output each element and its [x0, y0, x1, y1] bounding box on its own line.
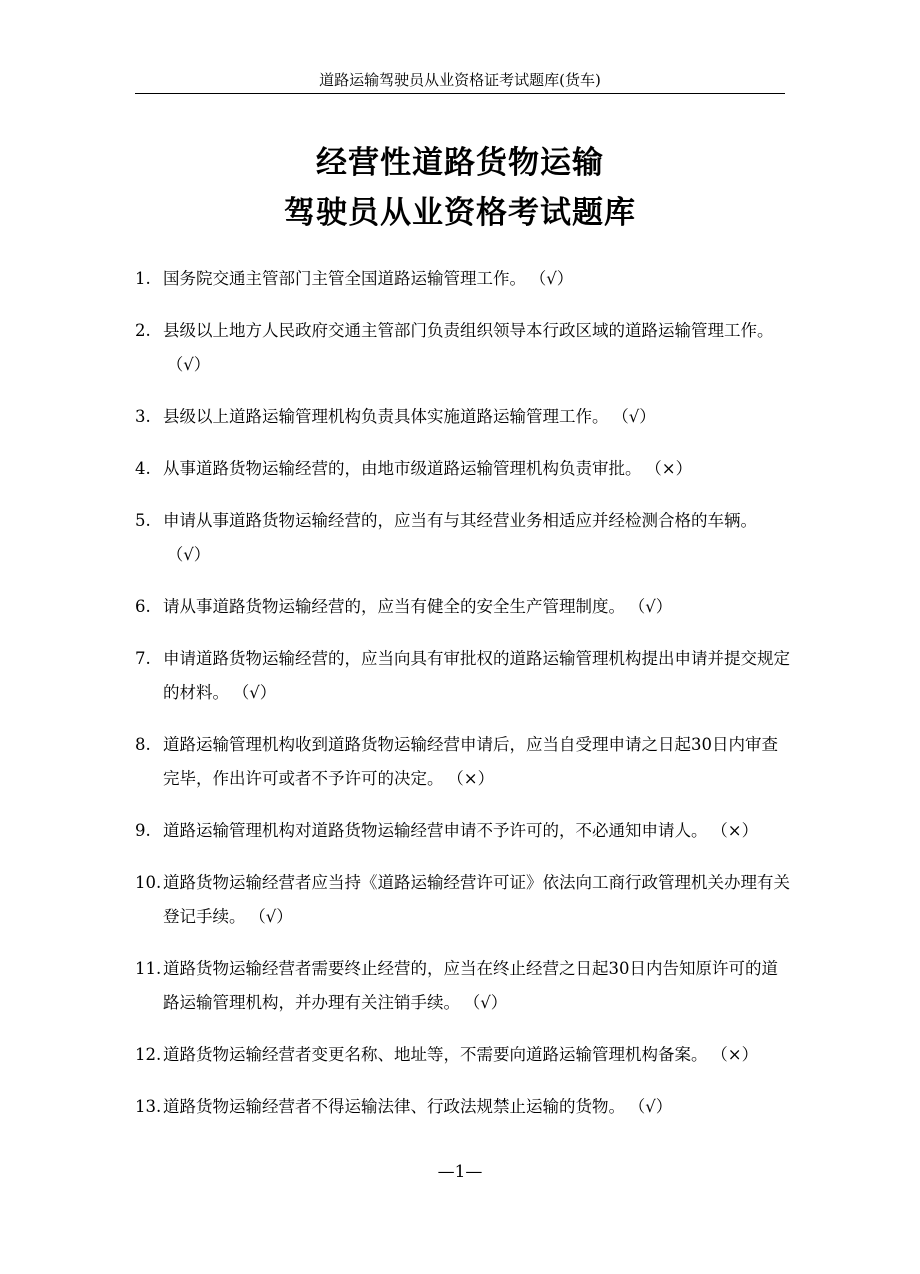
- question-number: 10.: [135, 873, 162, 892]
- question-item: [135, 262, 790, 296]
- question-item: [135, 504, 790, 572]
- question-number: 3.: [135, 407, 151, 426]
- question-text: 道路运输管理机构收到道路货物运输经营申请后，应当自受理申请之日起30日内审查完毕，作出许可或者不予许可的决定。: [163, 735, 778, 788]
- question-number: 6.: [135, 597, 151, 616]
- header-rule: [135, 93, 785, 94]
- question-text: 县级以上道路运输管理机构负责具体实施道路运输管理工作。: [163, 407, 609, 426]
- question-answer: （×）: [653, 459, 693, 478]
- question-answer: （√）: [175, 545, 211, 564]
- question-item: [135, 590, 790, 624]
- question-text: 道路运输管理机构对道路货物运输经营申请不予许可的，不必通知申请人。: [163, 821, 708, 840]
- question-number: 1.: [135, 269, 151, 288]
- question-item: [135, 452, 790, 486]
- question-number: 12.: [135, 1045, 162, 1064]
- question-number: 5.: [135, 511, 151, 530]
- question-item: [135, 314, 790, 382]
- document-title-line-1: 经营性道路货物运输: [316, 145, 604, 181]
- question-answer: （×）: [719, 1045, 759, 1064]
- question-answer: （√）: [620, 407, 656, 426]
- question-list: [135, 262, 790, 1142]
- question-answer: （√）: [472, 993, 508, 1012]
- question-number: 9.: [135, 821, 151, 840]
- question-item: [135, 400, 790, 434]
- question-answer: （√）: [637, 597, 673, 616]
- question-number: 8.: [135, 735, 151, 754]
- question-text: 从事道路货物运输经营的，由地市级道路运输管理机构负责审批。: [163, 459, 642, 478]
- question-answer: （√）: [637, 1097, 673, 1116]
- question-number: 4.: [135, 459, 151, 478]
- question-number: 11.: [135, 959, 162, 978]
- question-item: [135, 642, 790, 710]
- question-answer: （√）: [257, 907, 293, 926]
- question-text: 道路货物运输经营者应当持《道路运输经营许可证》依法向工商行政管理机关办理有关登记手续。: [163, 873, 790, 926]
- question-text: 道路货物运输经营者不得运输法律、行政法规禁止运输的货物。: [163, 1097, 625, 1116]
- question-text: 道路货物运输经营者变更名称、地址等，不需要向道路运输管理机构备案。: [163, 1045, 708, 1064]
- question-item: [135, 1038, 790, 1072]
- question-item: [135, 866, 790, 934]
- question-item: [135, 952, 790, 1020]
- question-item: [135, 814, 790, 848]
- question-answer: （√）: [241, 683, 277, 702]
- question-text: 县级以上地方人民政府交通主管部门负责组织领导本行政区域的道路运输管理工作。: [163, 321, 774, 340]
- question-number: 2.: [135, 321, 151, 340]
- question-number: 13.: [135, 1097, 162, 1116]
- question-item: [135, 728, 790, 796]
- question-answer: （√）: [538, 269, 574, 288]
- question-text: 请从事道路货物运输经营的，应当有健全的安全生产管理制度。: [163, 597, 625, 616]
- question-answer: （×）: [455, 769, 495, 788]
- document-title-line-2: 驾驶员从业资格考试题库: [284, 195, 636, 231]
- running-header: 道路运输驾驶员从业资格证考试题库(货车): [319, 71, 601, 89]
- page-number: —1—: [437, 1162, 483, 1182]
- question-text: 申请道路货物运输经营的，应当向具有审批权的道路运输管理机构提出申请并提交规定的材料。: [163, 649, 790, 702]
- question-text: 国务院交通主管部门主管全国道路运输管理工作。: [163, 269, 526, 288]
- question-number: 7.: [135, 649, 151, 668]
- question-text: 申请从事道路货物运输经营的，应当有与其经营业务相适应并经检测合格的车辆。: [163, 511, 757, 530]
- question-text: 道路货物运输经营者需要终止经营的，应当在终止经营之日起30日内告知原许可的道路运输管理机构，并办理有关注销手续。: [163, 959, 778, 1012]
- question-answer: （×）: [719, 821, 759, 840]
- question-item: [135, 1090, 790, 1124]
- question-answer: （√）: [175, 355, 211, 374]
